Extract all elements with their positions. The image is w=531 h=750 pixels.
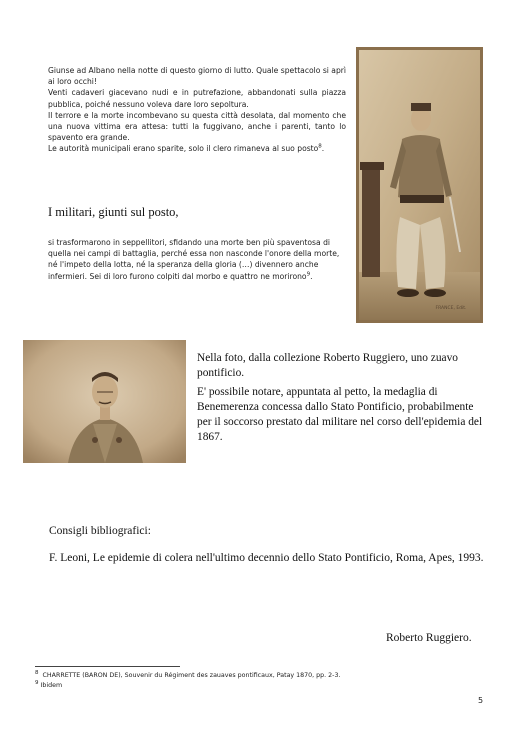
- intro-text: [48, 65, 346, 155]
- bibliography-entry: F. Leoni, Le epidemie di colera nell'ultimo decennio dello Stato Pontificio, Roma, Apes, 1993.: [49, 552, 484, 564]
- footnote-9-number: 9: [35, 679, 39, 686]
- footnote-8-text: CHARRETTE (BARON DE), Souvenir du Régiment des zauaves pontificaux, Patay 1870, pp. 2-3.: [42, 672, 341, 679]
- footnote-9-text: Ibidem: [40, 681, 63, 689]
- author-signature: Roberto Ruggiero.: [386, 632, 472, 644]
- caption-paragraph-1: Nella foto, dalla collezione Roberto Ruggiero, uno zuavo pontificio.: [197, 352, 458, 379]
- militari-body-text: si trasformarono in seppellitori, sfidando una morte ben più spaventosa di quella nei campi di battaglia, perché essa non nasconde l'onore della morte, né l'impeto della lotta, né la speranza della gloria (…) divennero anche infermieri. Sei di loro furono colpiti dal morbo e quattro ne morirono: [48, 238, 340, 281]
- intro-paragraph-3: Il terrore e la morte incombevano su questa città desolata, dal momento che una nuova vittima era attesa: tutti la fuggivano, anche i parenti, tanto lo spavento era grande.: [48, 110, 346, 143]
- footnote-8-number: 8: [35, 669, 39, 676]
- photo-caption: [197, 351, 487, 449]
- intro-paragraph-2: Venti cadaveri giacevano nudi e in putrefazione, abbandonati sulla piazza pubblica, poiché nessuno voleva dare loro sepoltura.: [48, 88, 346, 109]
- footnotes: [35, 671, 340, 690]
- militari-heading: I militari, giunti sul posto,: [48, 205, 179, 219]
- footnote-9: [35, 681, 340, 691]
- bibliography-heading: Consigli bibliografici:: [49, 525, 151, 537]
- intro-paragraph-4: Le autorità municipali erano sparite, solo il clero rimaneva al suo posto$^8$.: [48, 143, 325, 154]
- zouave-bust-photo: [23, 340, 186, 463]
- zouave-full-length-photo: [356, 47, 483, 323]
- footnote-divider: [35, 666, 180, 667]
- intro-paragraph-4-text: Le autorità municipali erano sparite, solo il clero rimaneva al suo posto: [48, 144, 319, 154]
- footnote-8: [35, 671, 340, 681]
- zouave-full-length-image: [356, 47, 483, 323]
- page-number: 5: [478, 696, 484, 705]
- caption-paragraph-2: E' possibile notare, appuntata al petto, la medaglia di Benemerenza concessa dallo Stato Pontificio, probabilmente per il soccorso prestato dal militare nel corso dell'epidemia del 1867.: [197, 386, 483, 443]
- footnote-ref-8: 8: [318, 143, 322, 150]
- intro-paragraph-1: Giunse ad Albano nella notte di questo giorno di lutto. Quale spettacolo si aprì ai loro occhi!: [48, 66, 346, 87]
- photographer-stamp: FRANCE, Edit.: [435, 306, 467, 311]
- footnote-ref-9: 9: [306, 271, 311, 278]
- militari-body: si trasformarono in seppellitori, sfidando una morte ben più spaventosa di quella nei campi di battaglia, perché essa non nasconde l'onore della morte, né l'impeto della lotta, né la speranza della gloria (…) divennero anche infermieri. Sei di loro furono colpiti dal morbo e quattro ne morirono$^9$.: [48, 238, 340, 281]
- zouave-bust-image: [23, 340, 186, 463]
